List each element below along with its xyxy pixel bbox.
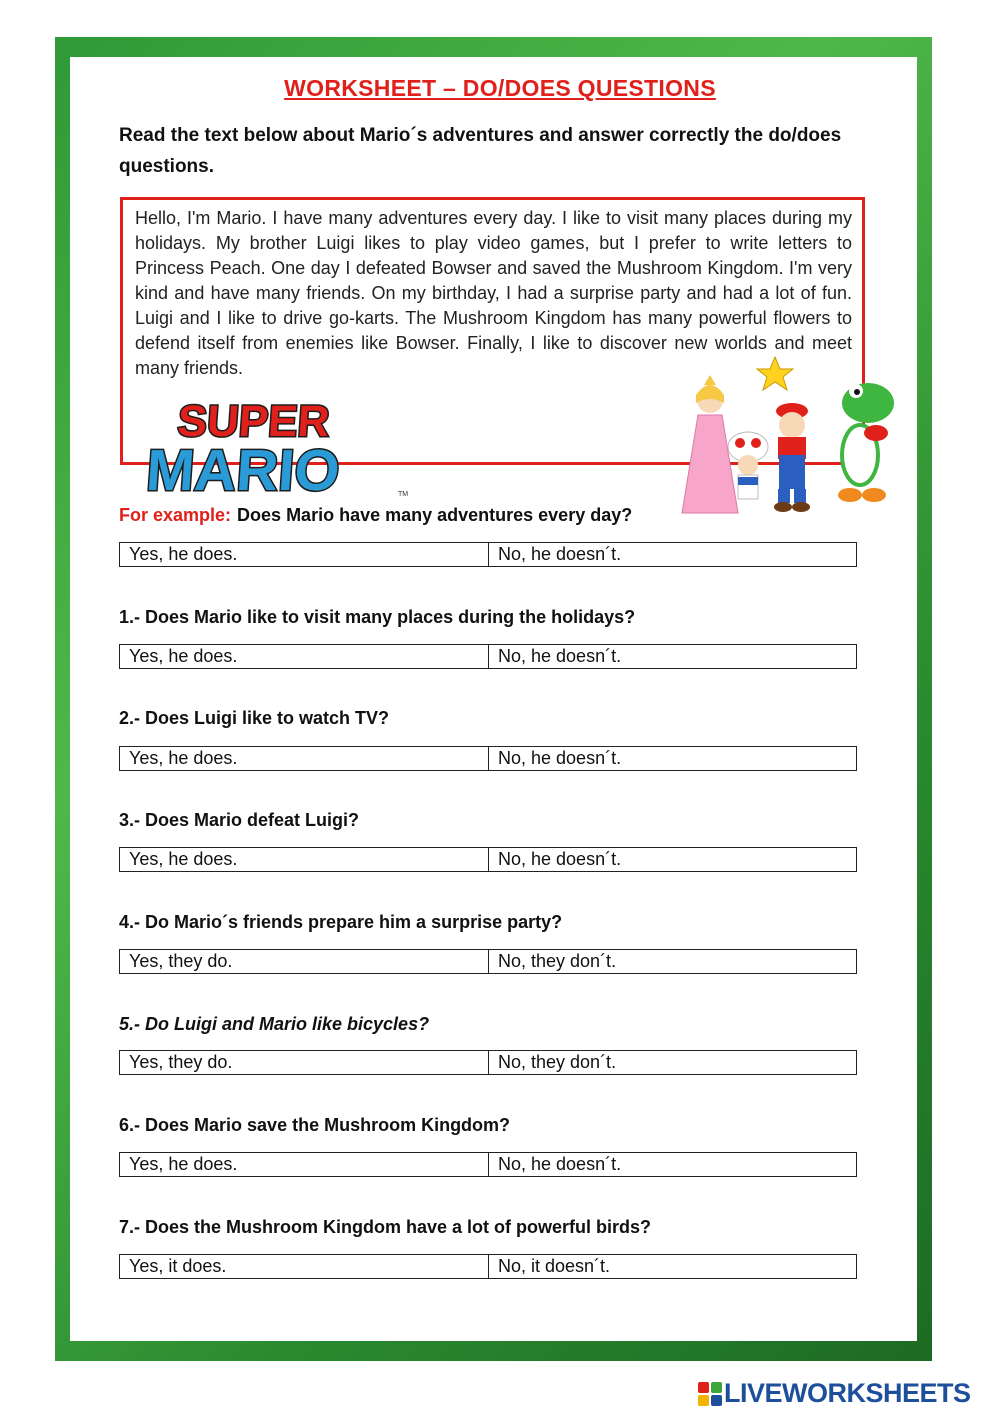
answer-option-no[interactable]: No, he doesn´t. (498, 544, 622, 564)
liveworksheets-logo-icon (698, 1382, 722, 1406)
answer-row-5 (119, 1050, 857, 1075)
star-icon (757, 357, 793, 390)
super-mario-logo (140, 390, 420, 505)
answer-row-2 (119, 746, 857, 771)
answer-option-no[interactable]: No, he doesn´t. (498, 1154, 622, 1174)
question-4: 4.- Do Mario´s friends prepare him a surprise party? (119, 912, 563, 932)
example-question (119, 505, 632, 526)
answer-option-no[interactable]: No, they don´t. (498, 951, 617, 971)
answer-option-yes[interactable]: Yes, he does. (120, 1153, 489, 1176)
question-5: 5.- Do Luigi and Mario like bicycles? (119, 1014, 430, 1034)
liveworksheets-brand[interactable] (698, 1378, 971, 1409)
logo-line-mario: MARIO (144, 438, 342, 503)
answer-row-1 (119, 644, 857, 669)
answer-option-yes[interactable]: Yes, he does. (120, 848, 489, 871)
answer-option-no[interactable]: No, they don´t. (498, 1052, 617, 1072)
mario-figure (774, 403, 810, 512)
question-3: 3.- Does Mario defeat Luigi? (119, 810, 360, 830)
logo-trademark: TM (398, 491, 409, 498)
answer-option-no[interactable]: No, he doesn´t. (498, 646, 622, 666)
question-2: 2.- Does Luigi like to watch TV? (119, 708, 390, 728)
answer-option-yes[interactable]: Yes, they do. (120, 1051, 489, 1074)
answer-option-yes[interactable]: Yes, they do. (120, 950, 489, 973)
answer-row-4 (119, 949, 857, 974)
question-6: 6.- Does Mario save the Mushroom Kingdom? (119, 1115, 511, 1135)
worksheet-title: WORKSHEET – DO/DOES QUESTIONS (284, 75, 716, 101)
instructions: Read the text below about Mario´s adventures and answer correctly the do/does questions. (119, 125, 842, 177)
question-1: 1.- Does Mario like to visit many places during the holidays? (119, 607, 636, 627)
answer-row-7 (119, 1254, 857, 1279)
answer-option-yes[interactable]: Yes, he does. (120, 645, 489, 668)
answer-option-yes[interactable]: Yes, he does. (120, 747, 489, 770)
answer-row-6 (119, 1152, 857, 1177)
answer-option-no[interactable]: No, he doesn´t. (498, 748, 622, 768)
answer-option-yes[interactable]: Yes, it does. (120, 1255, 489, 1278)
answer-option-no[interactable]: No, he doesn´t. (498, 849, 622, 869)
example-question-text: Does Mario have many adventures every day? (237, 505, 633, 525)
yoshi-figure (838, 383, 894, 502)
example-answer-row (119, 542, 857, 567)
answer-option-yes[interactable]: Yes, he does. (120, 543, 489, 566)
question-7: 7.- Does the Mushroom Kingdom have a lot of powerful birds? (119, 1217, 652, 1237)
answer-row-3 (119, 847, 857, 872)
brand-name: LIVEWORKSHEETS (724, 1378, 971, 1408)
logo-line-super: SUPER (176, 397, 332, 446)
mario-characters-illustration (680, 355, 910, 520)
answer-option-no[interactable]: No, it doesn´t. (498, 1256, 611, 1276)
reading-passage: Hello, I'm Mario. I have many adventures every day. I like to visit many places during my holidays. My brother Luigi likes to play video games, but I prefer to write letters to Princess Peach. One day I defeated Bowser and saved the Mushroom Kingdom. I'm very kind and have many friends. On my birthday, I had a surprise party and had a lot of fun. Luigi and I like to drive go-karts. The Mushroom Kingdom has many powerful flowers to defend itself from enemies like Bowser. Finally, I like to discover new worlds and meet many friends. (135, 208, 852, 378)
example-label: For example: (119, 505, 232, 525)
